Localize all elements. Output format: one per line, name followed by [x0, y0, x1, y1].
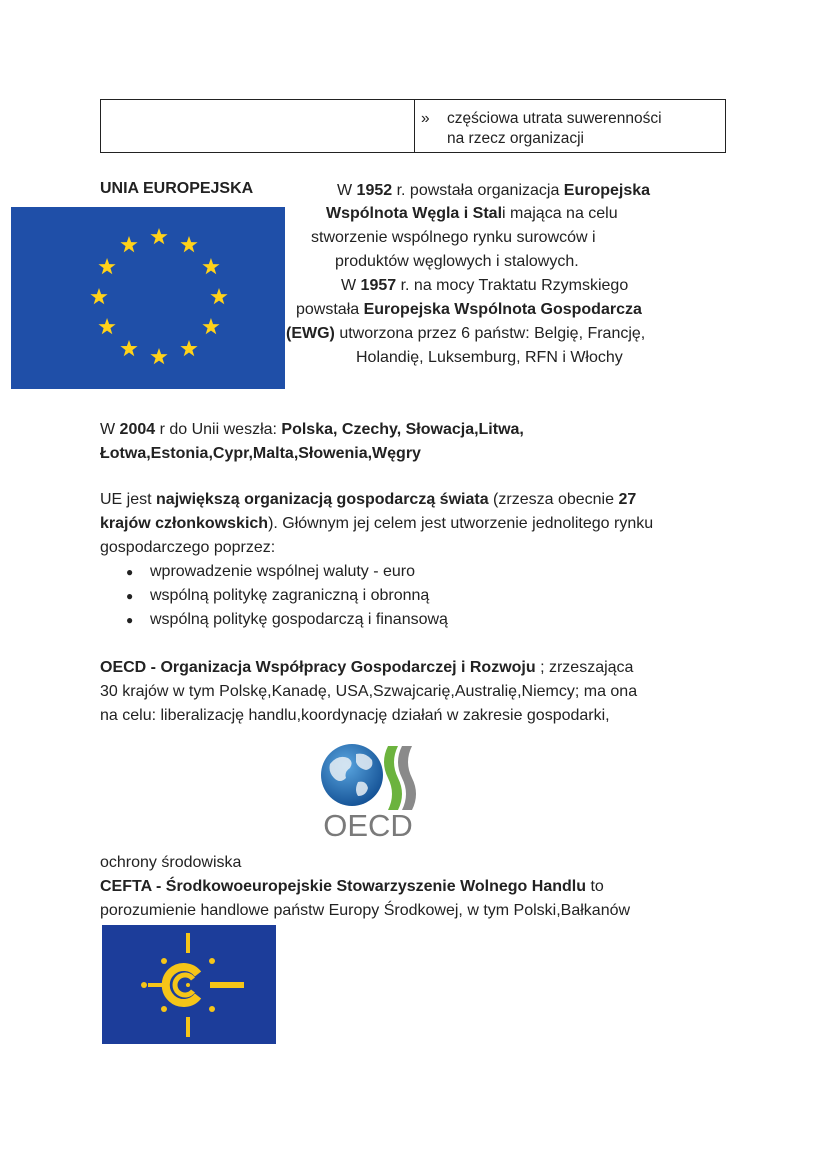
cefta-flag-image	[102, 925, 276, 1044]
oecd-logo-text: OECD	[323, 808, 413, 840]
oecd-continuation: ochrony środowiska	[100, 854, 242, 871]
chevron-bullet: »	[421, 110, 430, 127]
eu-heading: UNIA EUROPEJSKA	[100, 180, 254, 197]
eu-line-6: powstała Europejska Wspólnota Gospodarcza	[296, 301, 642, 318]
cefta-paragraph: CEFTA - Środkowoeuropejskie Stowarzyszenie Wolnego Handlu to porozumienie handlowe państw Europy Środkowej, w tym Polski,Bałkanów	[100, 878, 631, 919]
eu-flag-background	[11, 207, 285, 389]
eu-line-7: (EWG) utworzona przez 6 państw: Belgię, Francję,	[286, 325, 646, 342]
emblem-dot	[209, 958, 215, 964]
emblem-ray	[186, 933, 190, 953]
list-item: ● wspólną politykę zagraniczną i obronną	[100, 584, 448, 608]
ue-goals-list	[100, 560, 448, 632]
eu-line-8: Holandię, Luksemburg, RFN i Włochy	[356, 349, 623, 366]
table-text-line2: na rzecz organizacji	[447, 130, 584, 147]
eu-line-2: Wspólnota Węgla i Stali mająca na celu	[326, 205, 618, 222]
eu-line-5: W 1957 r. na mocy Traktatu Rzymskiego	[341, 277, 629, 294]
list-item: ● wprowadzenie wspólnej waluty - euro	[100, 560, 448, 584]
emblem-ray	[186, 1017, 190, 1037]
eu-line-4: produktów węglowych i stalowych.	[335, 253, 579, 270]
emblem-dot	[161, 958, 167, 964]
emblem-ray	[148, 983, 166, 987]
eu-flag-image	[11, 207, 285, 389]
eu-line-1: W 1952 r. powstała organizacja Europejska	[337, 182, 651, 199]
oecd-paragraph: OECD - Organizacja Współpracy Gospodarczej i Rozwoju ; zrzeszająca 30 krajów w tym Polskę,Kanadę, USA,Szwajcarię,Australię,Niemcy; ma ona na celu: liberalizację handlu,koordynację działań w zakresie gospodarki,	[100, 659, 638, 724]
accession-paragraph: W 2004 r do Unii weszła: Polska, Czechy, Słowacja,Litwa, Łotwa,Estonia,Cypr,Malta,Słowenia,Węgry	[100, 421, 524, 462]
list-item: ● wspólną politykę gospodarczą i finansową	[100, 608, 448, 632]
emblem-dot	[141, 982, 147, 988]
oecd-logo	[316, 742, 420, 840]
eu-line-3: stworzenie wspólnego rynku surowców i	[311, 229, 596, 246]
table-text-line1: częściowa utrata suwerenności	[447, 110, 662, 127]
table-cell	[421, 109, 717, 149]
globe-icon	[321, 744, 383, 806]
emblem-dot	[209, 1006, 215, 1012]
table-divider	[414, 100, 415, 152]
emblem-ray	[210, 982, 244, 988]
emblem-center-dot	[186, 983, 190, 987]
top-table	[100, 99, 726, 153]
emblem-dot	[161, 1006, 167, 1012]
ue-paragraph: UE jest największą organizacją gospodarczą świata (zrzesza obecnie 27 krajów członkowskich). Głównym jej celem jest utworzenie jednolitego rynku gospodarczego poprzez:	[100, 491, 654, 556]
